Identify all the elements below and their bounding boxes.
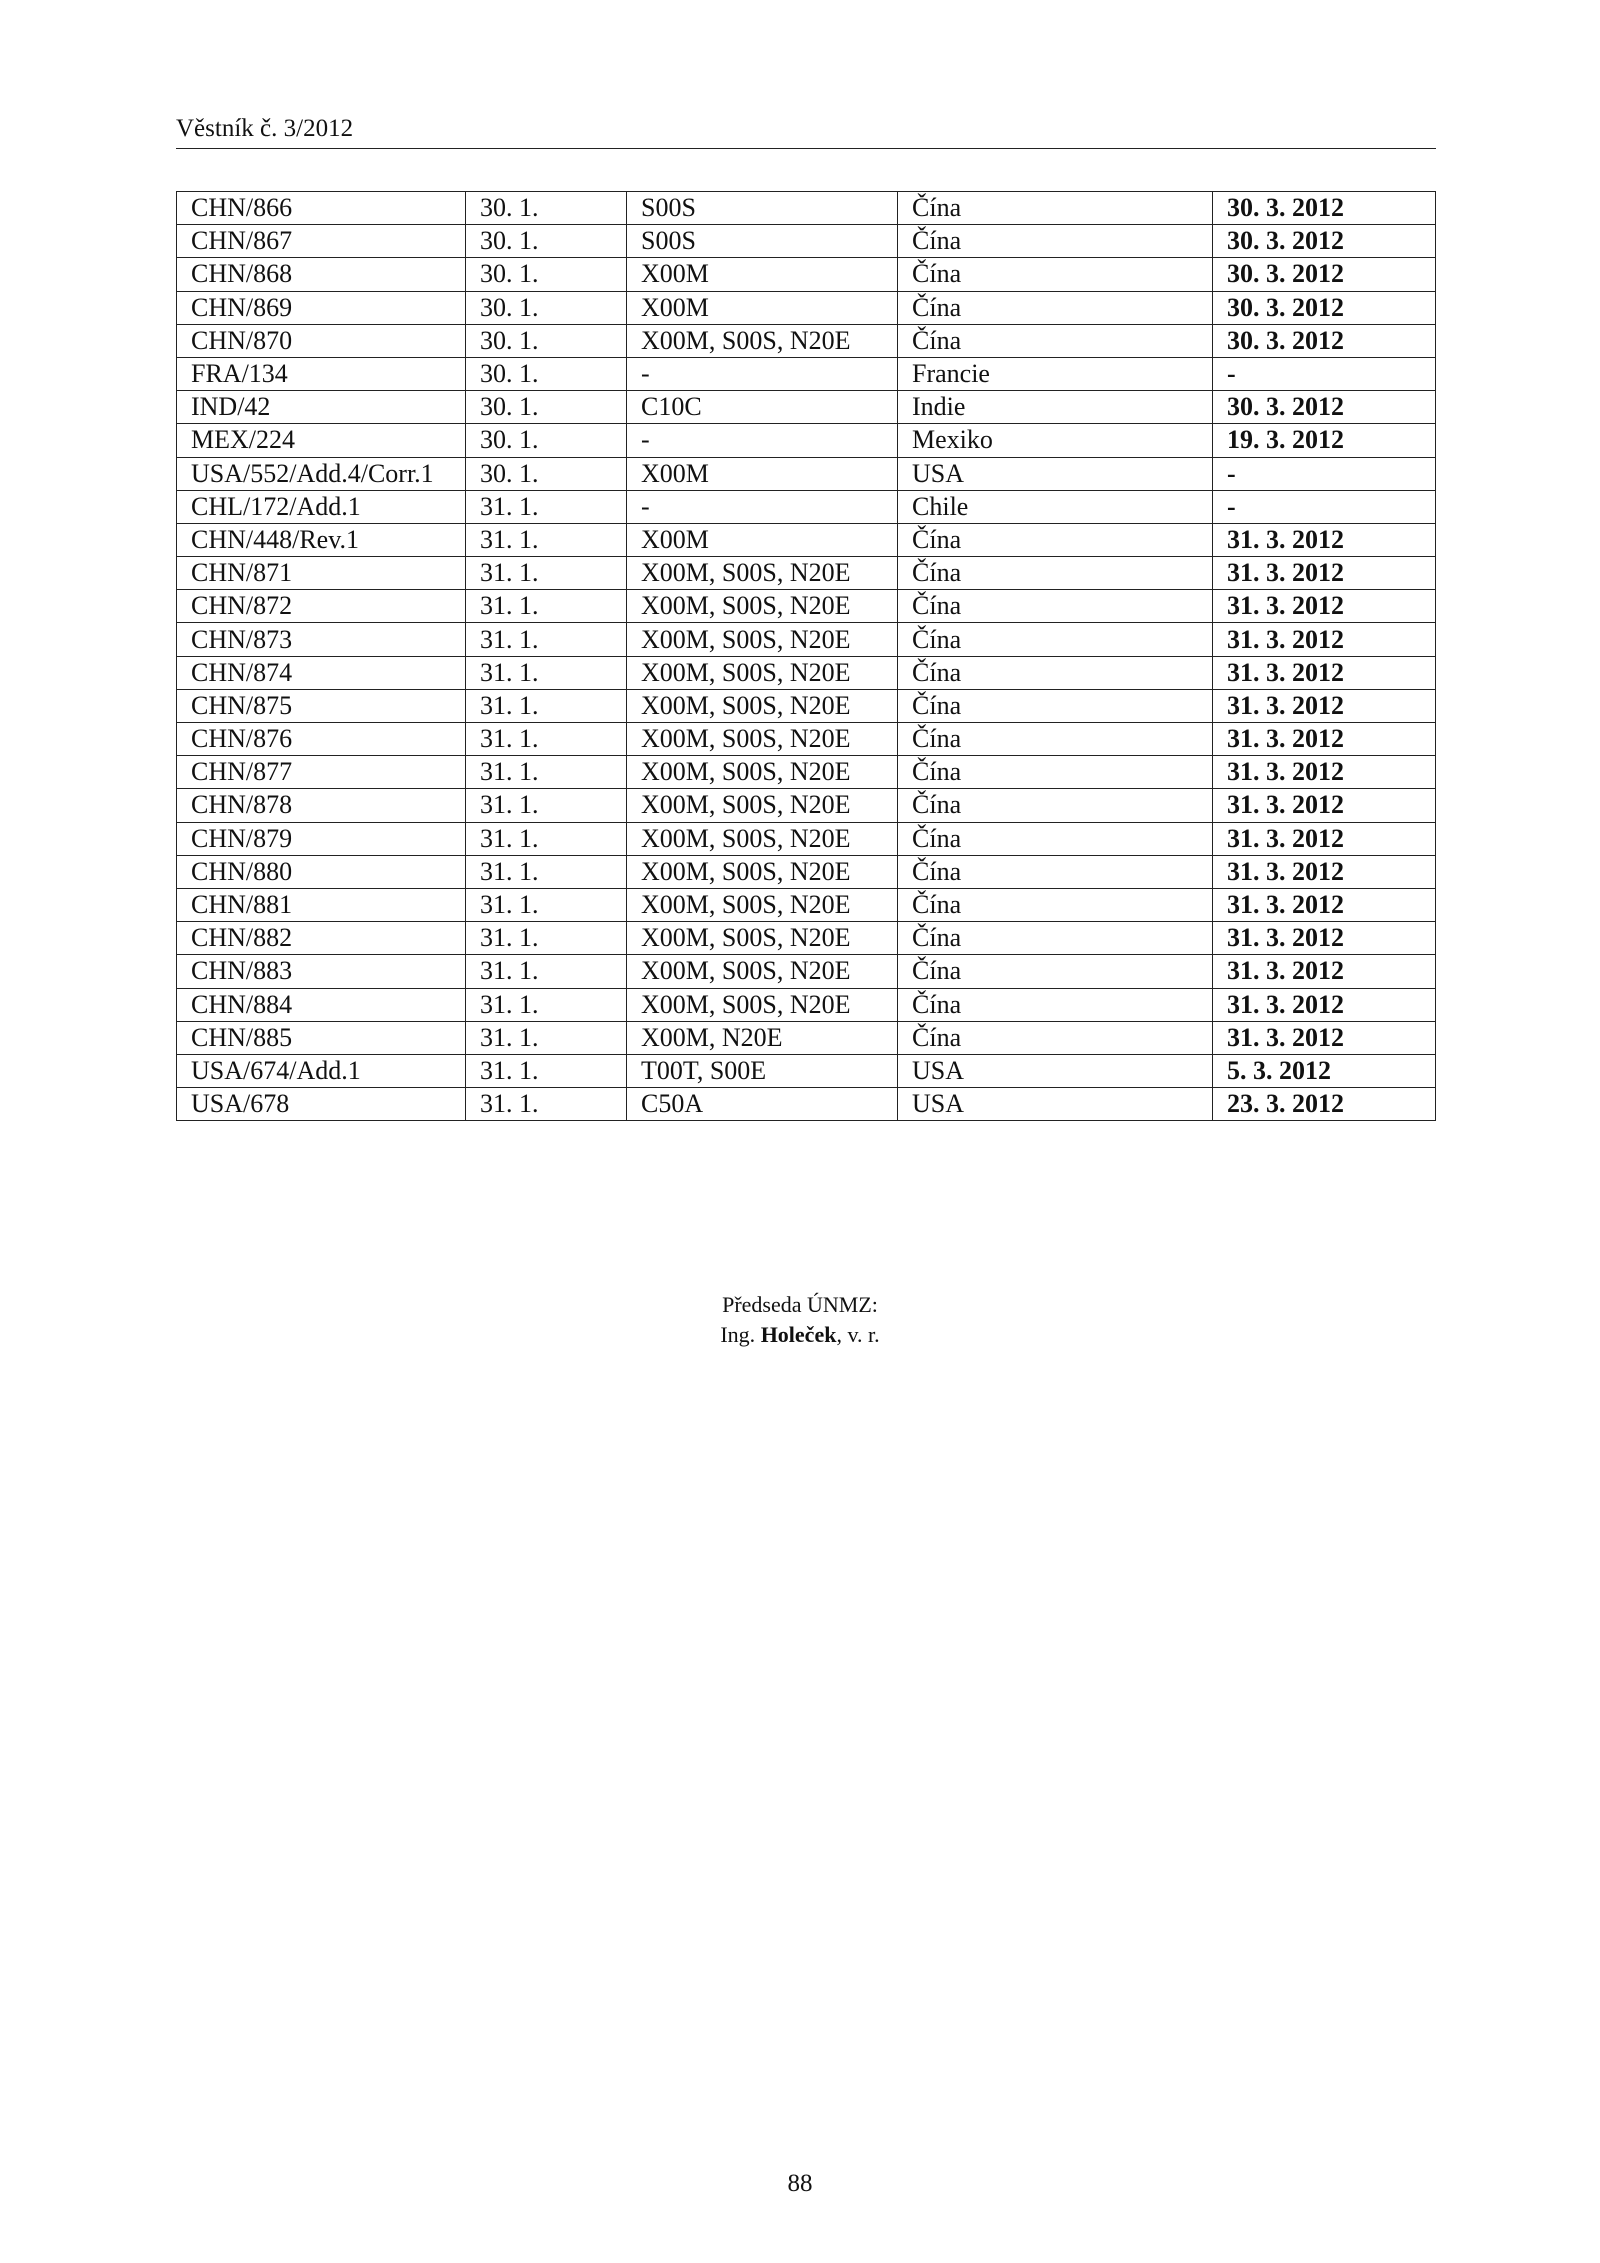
- cell-deadline: 19. 3. 2012: [1213, 424, 1436, 457]
- cell-deadline: 30. 3. 2012: [1213, 192, 1436, 225]
- cell-notification-number: CHN/885: [177, 1021, 466, 1054]
- table-row: [177, 258, 1436, 291]
- table-row: [177, 623, 1436, 656]
- cell-deadline: 31. 3. 2012: [1213, 955, 1436, 988]
- cell-deadline: 31. 3. 2012: [1213, 689, 1436, 722]
- cell-country: Čína: [898, 590, 1213, 623]
- table-row: [177, 424, 1436, 457]
- cell-country: USA: [898, 1054, 1213, 1087]
- cell-notification-number: CHN/882: [177, 922, 466, 955]
- table-row: [177, 225, 1436, 258]
- cell-country: Čína: [898, 955, 1213, 988]
- cell-deadline: -: [1213, 457, 1436, 490]
- cell-ics-code: X00M, S00S, N20E: [627, 656, 898, 689]
- cell-ics-code: X00M, S00S, N20E: [627, 324, 898, 357]
- cell-deadline: 31. 3. 2012: [1213, 888, 1436, 921]
- table-row: [177, 192, 1436, 225]
- cell-notification-number: CHN/880: [177, 855, 466, 888]
- table-row: [177, 291, 1436, 324]
- cell-deadline: 31. 3. 2012: [1213, 855, 1436, 888]
- cell-date: 30. 1.: [466, 424, 627, 457]
- table-row: [177, 324, 1436, 357]
- cell-date: 31. 1.: [466, 756, 627, 789]
- table-row: [177, 656, 1436, 689]
- cell-date: 31. 1.: [466, 623, 627, 656]
- cell-country: Čína: [898, 822, 1213, 855]
- cell-notification-number: CHN/877: [177, 756, 466, 789]
- table-row: [177, 922, 1436, 955]
- table-row: [177, 1054, 1436, 1087]
- cell-date: 31. 1.: [466, 789, 627, 822]
- cell-notification-number: CHN/872: [177, 590, 466, 623]
- cell-ics-code: S00S: [627, 192, 898, 225]
- signature-surname: Holeček: [760, 1322, 837, 1347]
- cell-deadline: 31. 3. 2012: [1213, 656, 1436, 689]
- cell-notification-number: CHN/870: [177, 324, 466, 357]
- cell-ics-code: -: [627, 490, 898, 523]
- cell-ics-code: X00M: [627, 291, 898, 324]
- signature-role: Předseda ÚNMZ:: [722, 1292, 878, 1317]
- table-row: [177, 523, 1436, 556]
- cell-ics-code: C10C: [627, 391, 898, 424]
- cell-country: Chile: [898, 490, 1213, 523]
- cell-notification-number: CHN/878: [177, 789, 466, 822]
- page-number: 88: [787, 2170, 813, 2197]
- cell-deadline: 5. 3. 2012: [1213, 1054, 1436, 1087]
- cell-ics-code: X00M, S00S, N20E: [627, 922, 898, 955]
- bulletin-title: Věstník č. 3/2012: [176, 115, 354, 142]
- cell-date: 31. 1.: [466, 888, 627, 921]
- cell-country: Čína: [898, 557, 1213, 590]
- cell-notification-number: CHN/869: [177, 291, 466, 324]
- cell-country: Čína: [898, 855, 1213, 888]
- cell-ics-code: X00M, S00S, N20E: [627, 822, 898, 855]
- cell-deadline: 30. 3. 2012: [1213, 225, 1436, 258]
- cell-ics-code: X00M, S00S, N20E: [627, 955, 898, 988]
- cell-notification-number: CHN/881: [177, 888, 466, 921]
- cell-deadline: -: [1213, 357, 1436, 390]
- cell-ics-code: X00M, S00S, N20E: [627, 689, 898, 722]
- cell-country: Francie: [898, 357, 1213, 390]
- table-row: [177, 723, 1436, 756]
- table-row: [177, 590, 1436, 623]
- table-row: [177, 888, 1436, 921]
- cell-country: Čína: [898, 888, 1213, 921]
- cell-ics-code: X00M, S00S, N20E: [627, 855, 898, 888]
- cell-deadline: 31. 3. 2012: [1213, 756, 1436, 789]
- cell-notification-number: CHN/873: [177, 623, 466, 656]
- cell-country: Čína: [898, 324, 1213, 357]
- cell-date: 31. 1.: [466, 855, 627, 888]
- cell-country: USA: [898, 1088, 1213, 1121]
- cell-date: 31. 1.: [466, 1054, 627, 1087]
- document-header: [176, 114, 1436, 149]
- cell-date: 31. 1.: [466, 1021, 627, 1054]
- cell-ics-code: T00T, S00E: [627, 1054, 898, 1087]
- cell-date: 30. 1.: [466, 291, 627, 324]
- table-row: [177, 457, 1436, 490]
- cell-notification-number: CHN/868: [177, 258, 466, 291]
- cell-deadline: -: [1213, 490, 1436, 523]
- cell-deadline: 31. 3. 2012: [1213, 822, 1436, 855]
- cell-notification-number: CHN/871: [177, 557, 466, 590]
- cell-ics-code: S00S: [627, 225, 898, 258]
- table-row: [177, 1021, 1436, 1054]
- cell-ics-code: X00M, S00S, N20E: [627, 789, 898, 822]
- table-body: [177, 192, 1436, 1121]
- cell-country: Čína: [898, 258, 1213, 291]
- table-row: [177, 557, 1436, 590]
- cell-ics-code: -: [627, 357, 898, 390]
- cell-deadline: 30. 3. 2012: [1213, 391, 1436, 424]
- table-row: [177, 490, 1436, 523]
- cell-date: 31. 1.: [466, 490, 627, 523]
- table-row: [177, 789, 1436, 822]
- cell-country: Čína: [898, 225, 1213, 258]
- cell-country: Čína: [898, 922, 1213, 955]
- cell-notification-number: USA/674/Add.1: [177, 1054, 466, 1087]
- cell-notification-number: MEX/224: [177, 424, 466, 457]
- signature-block: [0, 1290, 1600, 1350]
- cell-ics-code: X00M, S00S, N20E: [627, 756, 898, 789]
- cell-ics-code: X00M, S00S, N20E: [627, 723, 898, 756]
- cell-ics-code: X00M, S00S, N20E: [627, 557, 898, 590]
- cell-date: 31. 1.: [466, 723, 627, 756]
- cell-country: Čína: [898, 656, 1213, 689]
- cell-notification-number: CHN/874: [177, 656, 466, 689]
- cell-date: 30. 1.: [466, 324, 627, 357]
- cell-date: 31. 1.: [466, 689, 627, 722]
- cell-country: USA: [898, 457, 1213, 490]
- cell-ics-code: X00M, S00S, N20E: [627, 988, 898, 1021]
- cell-country: Čína: [898, 192, 1213, 225]
- cell-country: Čína: [898, 756, 1213, 789]
- cell-country: Čína: [898, 689, 1213, 722]
- cell-notification-number: CHN/879: [177, 822, 466, 855]
- cell-notification-number: FRA/134: [177, 357, 466, 390]
- cell-notification-number: CHN/876: [177, 723, 466, 756]
- cell-country: Čína: [898, 988, 1213, 1021]
- cell-date: 31. 1.: [466, 988, 627, 1021]
- cell-ics-code: C50A: [627, 1088, 898, 1121]
- table-row: [177, 822, 1436, 855]
- cell-date: 30. 1.: [466, 258, 627, 291]
- signature-suffix: , v. r.: [836, 1322, 880, 1347]
- cell-notification-number: CHL/172/Add.1: [177, 490, 466, 523]
- cell-notification-number: CHN/867: [177, 225, 466, 258]
- cell-ics-code: X00M, S00S, N20E: [627, 590, 898, 623]
- cell-notification-number: CHN/448/Rev.1: [177, 523, 466, 556]
- cell-date: 31. 1.: [466, 590, 627, 623]
- cell-date: 31. 1.: [466, 822, 627, 855]
- table-row: [177, 357, 1436, 390]
- cell-country: Čína: [898, 1021, 1213, 1054]
- cell-deadline: 30. 3. 2012: [1213, 291, 1436, 324]
- cell-deadline: 31. 3. 2012: [1213, 723, 1436, 756]
- cell-deadline: 30. 3. 2012: [1213, 324, 1436, 357]
- cell-date: 30. 1.: [466, 192, 627, 225]
- cell-ics-code: -: [627, 424, 898, 457]
- table-row: [177, 855, 1436, 888]
- cell-country: Mexiko: [898, 424, 1213, 457]
- cell-ics-code: X00M: [627, 258, 898, 291]
- cell-date: 31. 1.: [466, 523, 627, 556]
- cell-date: 30. 1.: [466, 457, 627, 490]
- cell-deadline: 31. 3. 2012: [1213, 590, 1436, 623]
- cell-notification-number: CHN/884: [177, 988, 466, 1021]
- cell-notification-number: USA/678: [177, 1088, 466, 1121]
- cell-date: 31. 1.: [466, 922, 627, 955]
- table-row: [177, 756, 1436, 789]
- cell-date: 31. 1.: [466, 955, 627, 988]
- cell-ics-code: X00M, N20E: [627, 1021, 898, 1054]
- cell-deadline: 31. 3. 2012: [1213, 557, 1436, 590]
- cell-date: 30. 1.: [466, 357, 627, 390]
- cell-ics-code: X00M, S00S, N20E: [627, 888, 898, 921]
- cell-ics-code: X00M, S00S, N20E: [627, 623, 898, 656]
- table-row: [177, 391, 1436, 424]
- cell-date: 30. 1.: [466, 391, 627, 424]
- cell-deadline: 31. 3. 2012: [1213, 789, 1436, 822]
- cell-notification-number: USA/552/Add.4/Corr.1: [177, 457, 466, 490]
- notifications-table: [176, 191, 1436, 1121]
- cell-country: Indie: [898, 391, 1213, 424]
- cell-notification-number: CHN/883: [177, 955, 466, 988]
- cell-deadline: 31. 3. 2012: [1213, 1021, 1436, 1054]
- cell-ics-code: X00M: [627, 457, 898, 490]
- cell-date: 30. 1.: [466, 225, 627, 258]
- cell-deadline: 30. 3. 2012: [1213, 258, 1436, 291]
- cell-date: 31. 1.: [466, 656, 627, 689]
- table-row: [177, 1088, 1436, 1121]
- cell-ics-code: X00M: [627, 523, 898, 556]
- cell-deadline: 23. 3. 2012: [1213, 1088, 1436, 1121]
- cell-country: Čína: [898, 789, 1213, 822]
- table-row: [177, 955, 1436, 988]
- signature-name-line: [0, 1320, 1600, 1350]
- cell-notification-number: CHN/875: [177, 689, 466, 722]
- cell-country: Čína: [898, 523, 1213, 556]
- cell-notification-number: CHN/866: [177, 192, 466, 225]
- table-row: [177, 689, 1436, 722]
- cell-country: Čína: [898, 723, 1213, 756]
- cell-deadline: 31. 3. 2012: [1213, 623, 1436, 656]
- cell-date: 31. 1.: [466, 1088, 627, 1121]
- cell-deadline: 31. 3. 2012: [1213, 988, 1436, 1021]
- cell-notification-number: IND/42: [177, 391, 466, 424]
- cell-deadline: 31. 3. 2012: [1213, 523, 1436, 556]
- cell-country: Čína: [898, 291, 1213, 324]
- cell-deadline: 31. 3. 2012: [1213, 922, 1436, 955]
- cell-date: 31. 1.: [466, 557, 627, 590]
- signature-title: Ing.: [720, 1322, 756, 1347]
- cell-country: Čína: [898, 623, 1213, 656]
- table-row: [177, 988, 1436, 1021]
